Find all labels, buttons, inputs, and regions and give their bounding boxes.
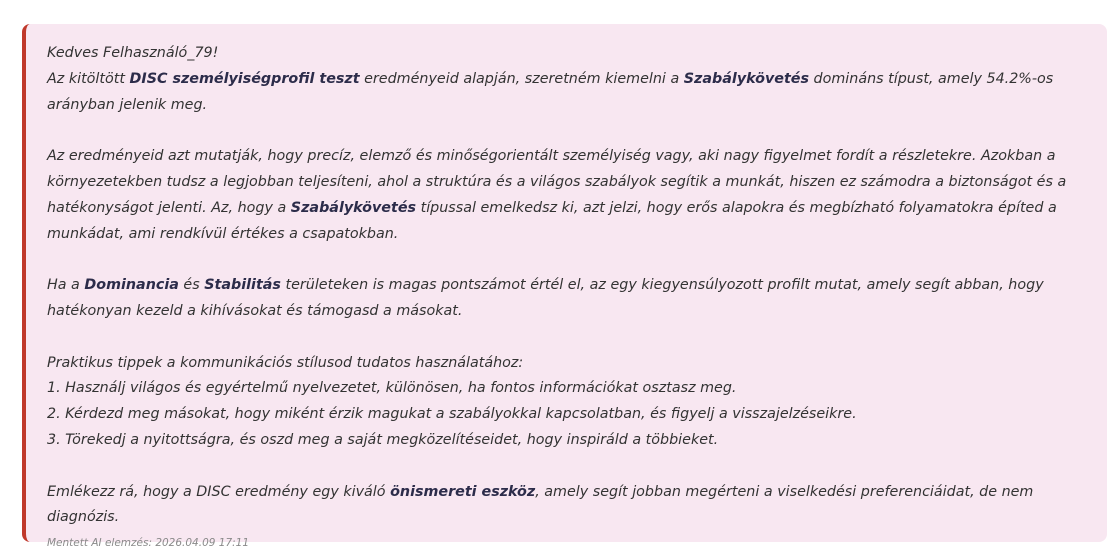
- closing-text-2: , amely segít jobban megérteni a viselkedési preferenciáidat, de nem diagnózis.: [47, 483, 1034, 526]
- intro-text-2: eredményeid alapján, szeretném kiemelni a: [359, 70, 684, 87]
- tip-item-1: 1. Használj világos és egyértelmű nyelvezetet, különösen, ha fontos információkat osztasz meg.: [47, 380, 737, 397]
- tips-heading: Praktikus tippek a kommunikációs stílusod tudatos használatához:: [47, 354, 524, 371]
- secondary-text-2: és: [178, 277, 205, 294]
- intro-paragraph: [47, 67, 1087, 119]
- description-text-1: Az eredményeid azt mutatják, hogy precíz, elemző és minőségorientált személyiség vagy, aki nagy figyelmet fordít a részletekre. Azokban a környezetekben tudsz a legjobban teljesíteni, ahol a struktúra és a világos szabályok segítik a munkát, hiszen ez számodra a biztonságot és a hatékonyságot jelenti. Az, hogy a: [47, 148, 1067, 216]
- tip-item-2: 2. Kérdezd meg másokat, hogy miként érzik magukat a szabályokkal kapcsolatban, és figyelj a visszajelzéseikre.: [47, 406, 857, 423]
- paragraph-spacer: [47, 118, 1087, 144]
- secondary-type-stability: Stabilitás: [204, 277, 281, 294]
- saved-timestamp: Mentett AI elemzés: 2026.04.09 17:11: [47, 537, 250, 550]
- secondary-type-dominance: Dominancia: [84, 277, 179, 294]
- paragraph-spacer: [47, 325, 1087, 351]
- intro-dominant-type: Szabálykövetés: [683, 70, 810, 87]
- tip-item-3: 3. Törekedj a nyitottságra, és oszd meg a saját megközelítéseidet, hogy inspiráld a többieket.: [47, 431, 719, 448]
- paragraph-spacer: [47, 247, 1087, 273]
- intro-text-1: Az kitöltött: [47, 70, 130, 87]
- ai-analysis-card: [22, 24, 1107, 550]
- secondary-text-1: Ha a: [47, 277, 85, 294]
- description-text-2: típussal emelkedsz ki, azt jelzi, hogy erős alapokra és megbízható folyamatokra építed a munkádat, ami rendkívül értékes a csapatokban.: [47, 199, 1057, 242]
- intro-text-3: domináns típust, amely 54.2%-os arányban jelenik meg.: [47, 70, 1054, 113]
- intro-test-name: DISC személyiségprofil teszt: [129, 70, 360, 87]
- description-type-name: Szabálykövetés: [290, 199, 417, 216]
- description-paragraph: [47, 144, 1087, 247]
- closing-paragraph: [47, 480, 1087, 532]
- closing-text-1: Emlékezz rá, hogy a DISC eredmény egy kiváló: [47, 483, 391, 500]
- closing-highlight: önismereti eszköz: [390, 483, 536, 500]
- secondary-text-3: területeken is magas pontszámot értél el, az egy kiegyensúlyozott profilt mutat, amely segít abban, hogy hatékonyan kezeld a kihívásokat és támogasd a másokat.: [47, 277, 1044, 319]
- greeting: Kedves Felhasználó_79!: [47, 45, 219, 61]
- paragraph-spacer: [47, 454, 1087, 480]
- secondary-types-paragraph: [47, 273, 1087, 325]
